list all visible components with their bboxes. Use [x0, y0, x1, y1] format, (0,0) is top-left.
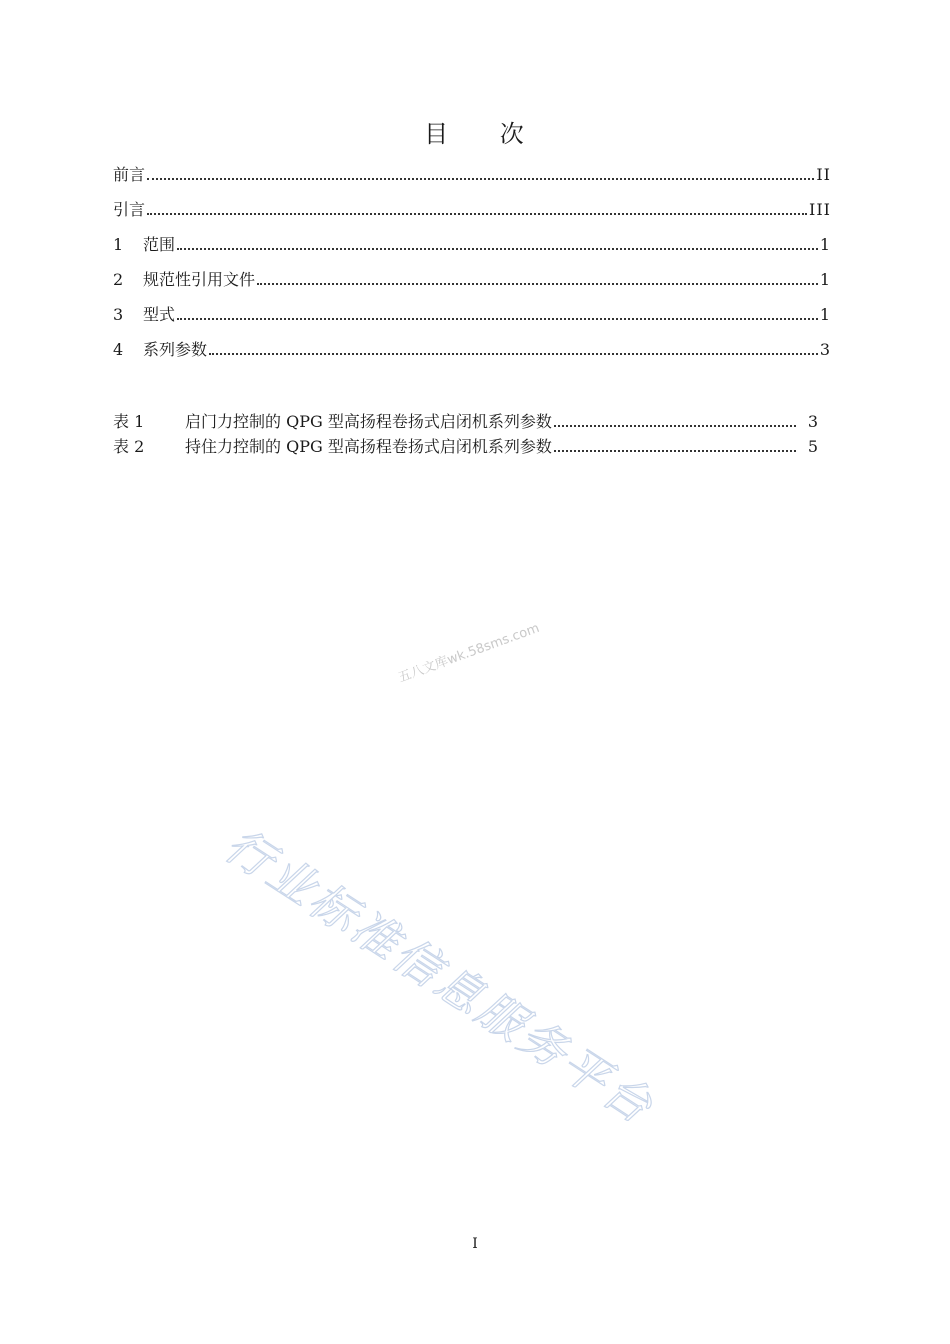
toc-entry-number: 2	[113, 270, 124, 289]
dot-leader	[554, 424, 796, 427]
toc-entry-normative-references[interactable]	[113, 268, 831, 303]
toc-entry-page: 1	[819, 305, 831, 324]
table-entry-prefix: 表 2	[113, 437, 145, 456]
toc-entry-label: 系列参数	[143, 340, 208, 359]
table-entry-prefix: 表 1	[113, 412, 145, 431]
page-title: 目 次	[424, 120, 526, 148]
table-of-contents	[113, 163, 831, 373]
dot-leader	[147, 212, 807, 215]
toc-entry-type[interactable]	[113, 303, 831, 338]
toc-entry-series-parameters[interactable]	[113, 338, 831, 373]
watermark-platform: 行业标准信息服务平台	[215, 817, 665, 1136]
toc-entry-number: 1	[113, 235, 124, 254]
toc-entry-scope[interactable]	[113, 233, 831, 268]
toc-entry-label: 引言	[113, 200, 146, 219]
dot-leader	[177, 247, 818, 250]
dot-leader	[177, 317, 818, 320]
table-entry-1[interactable]	[113, 410, 818, 435]
table-entry-label: 持住力控制的 QPG 型高扬程卷扬式启闭机系列参数	[185, 437, 552, 456]
dot-leader	[147, 177, 814, 180]
watermark-site: 五八文库wk.58sms.com	[396, 620, 542, 686]
toc-entry-page: II	[816, 165, 831, 184]
table-entry-page: 5	[807, 437, 818, 456]
toc-entry-page: III	[809, 200, 831, 219]
table-entry-page: 3	[807, 412, 818, 431]
toc-entry-page: 1	[819, 235, 831, 254]
table-entry-2[interactable]	[113, 435, 818, 460]
toc-entry-page: 1	[819, 270, 831, 289]
toc-entry-preface[interactable]	[113, 163, 831, 198]
toc-entry-number: 4	[113, 340, 124, 359]
toc-entry-page: 3	[819, 340, 831, 359]
dot-leader	[257, 282, 818, 285]
table-entry-label: 启门力控制的 QPG 型高扬程卷扬式启闭机系列参数	[185, 412, 552, 431]
list-of-tables	[113, 410, 818, 460]
toc-entry-label: 规范性引用文件	[143, 270, 256, 289]
toc-entry-introduction[interactable]	[113, 198, 831, 233]
dot-leader	[209, 352, 818, 355]
toc-entry-number: 3	[113, 305, 124, 324]
toc-entry-label: 型式	[143, 305, 176, 324]
dot-leader	[554, 449, 796, 452]
page-number: I	[472, 1236, 478, 1252]
toc-entry-label: 前言	[113, 165, 146, 184]
toc-entry-label: 范围	[143, 235, 176, 254]
